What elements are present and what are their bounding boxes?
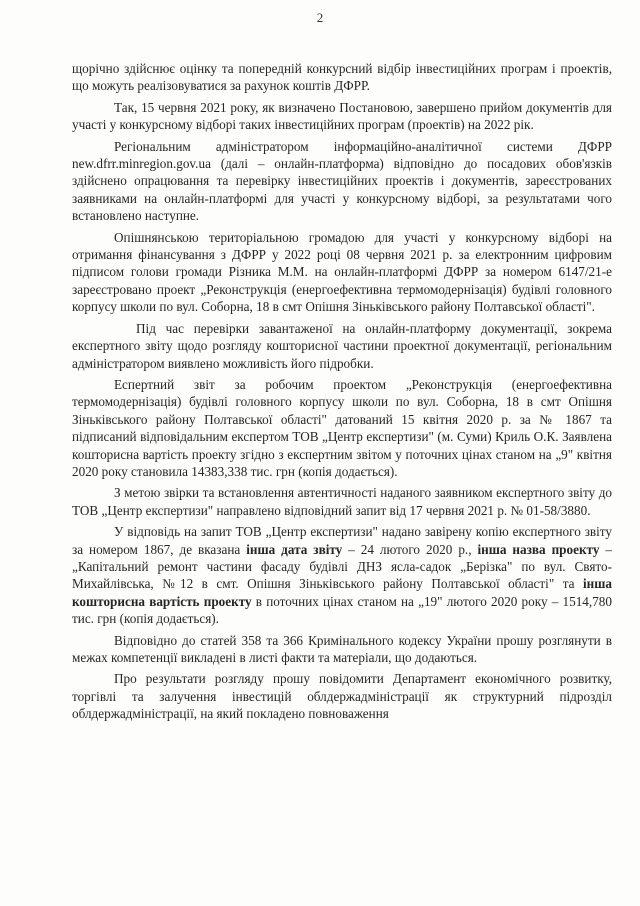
paragraph-text: в поточних цінах станом на „19" лютого 2020 року – 1514,780 тис. грн (копія додається).: [72, 593, 612, 627]
paragraph-text: Так, 15 червня 2021 року, як визначено Постановою, завершено прийом документів для участі у конкурсному відборі таких інвестиційних програм (проектів) на 2022 рік.: [72, 99, 612, 133]
emphasized-text: інша назва проекту: [477, 541, 600, 557]
page-number: 2: [316, 10, 324, 25]
paragraph: [72, 632, 612, 667]
paragraph: [72, 484, 612, 519]
paragraph-text: Під час перевірки завантаженої на онлайн-платформу документації, зокрема експертного звіту щодо розгляду кошторисної частини проектної документації, регіональним адміністратором виявлено можливість його підробки.: [72, 320, 612, 371]
paragraph: [72, 320, 612, 372]
paragraph-text: Про результати розгляду прошу повідомити Департамент економічного розвитку, торгівлі та залучення інвестицій облдержадміністрації як структурний підрозділ облдержадміністрації, на який покладено повноваження: [72, 671, 612, 722]
paragraph-text: – „Капітальний ремонт частини фасаду будівлі ДНЗ ясла-садок „Берізка" по вул. Свято-Михайлівська, №12 в смт. Опішня Зіньківського району Полтавської області" та: [72, 541, 613, 592]
paragraph: [72, 523, 612, 627]
paragraph-text: Еспертний звіт за робочим проектом „Реконструкція (енергоефективна термомодернізація) будівлі головного корпусу школи по вул. Соборна, 18 в смт Опішня Зіньківського району Полтавської області" датований 15 квітня 2020 р. за № 1867 та підписаний відповідальним експертом ТОВ „Центр експертизи" (м. Суми) Криль О.К. Заявлена кошторисна вартість проекту згідно з експертним звітом у поточних цінах станом на „9" квітня 2020 року становила 14383,338 тис. грн (копія додається).: [72, 376, 612, 479]
paragraph-text: Регіональним адміністратором інформаційно-аналітичної системи ДФРР new.dfrr.minregion.gov.ua (далі – онлайн-платформа) відповідно до посадових обов'язків здійснено опрацювання та перевірку інвестиційних проектів і документів, зареєстрованих заявниками на онлайн-платформі для участі у конкурсному відборі, за результатами чого встановлено наступне.: [72, 138, 612, 224]
paragraph-text: Опішнянською територіальною громадою для участі у конкурсному відборі на отримання фінансування з ДФРР у 2022 році 08 червня 2021 р. за електронним цифровим підписом голови громади Різника М.М. на онлайн-платформі ДФРР за номером 6147/21-е зареєстровано проект „Реконструкція (енергоефективна термомодернізація) будівлі головного корпусу школи по вул. Соборна, 18 в смт Опішня Зіньківського району Полтавської області".: [72, 229, 612, 315]
letter-body: [72, 60, 612, 727]
emphasized-text: інша кошторисна вартість проекту: [72, 576, 612, 609]
paragraph: [72, 138, 612, 225]
paragraph: [72, 99, 612, 134]
paragraph: [72, 229, 612, 316]
paragraph-text: У відповідь на запит ТОВ „Центр експертизи" надано завірену копію експертного звіту за номером 1867, де вказана: [72, 524, 612, 557]
paragraph: [72, 60, 612, 95]
paragraph-text: З метою звірки та встановлення автентичності наданого заявником експертного звіту до ТОВ „Центр експертизи" направлено відповідний запит від 17 червня 2021 р. № 01-58/3880.: [72, 485, 612, 518]
emphasized-text: інша дата звіту: [246, 541, 343, 557]
paragraph: [72, 376, 612, 480]
paragraph: [72, 670, 612, 722]
paragraph-text: щорічно здійснює оцінку та попередній конкурсний відбір інвестиційних програм і проектів, що можуть реалізовуватися за рахунок коштів ДФРР.: [72, 61, 612, 94]
paragraph-text: Відповідно до статей 358 та 366 Кримінального кодексу України прошу розглянути в межах компетенції викладені в листі факти та матеріали, що додаються.: [72, 632, 612, 665]
paragraph-text: – 24 лютого 2020 р.,: [342, 541, 478, 557]
